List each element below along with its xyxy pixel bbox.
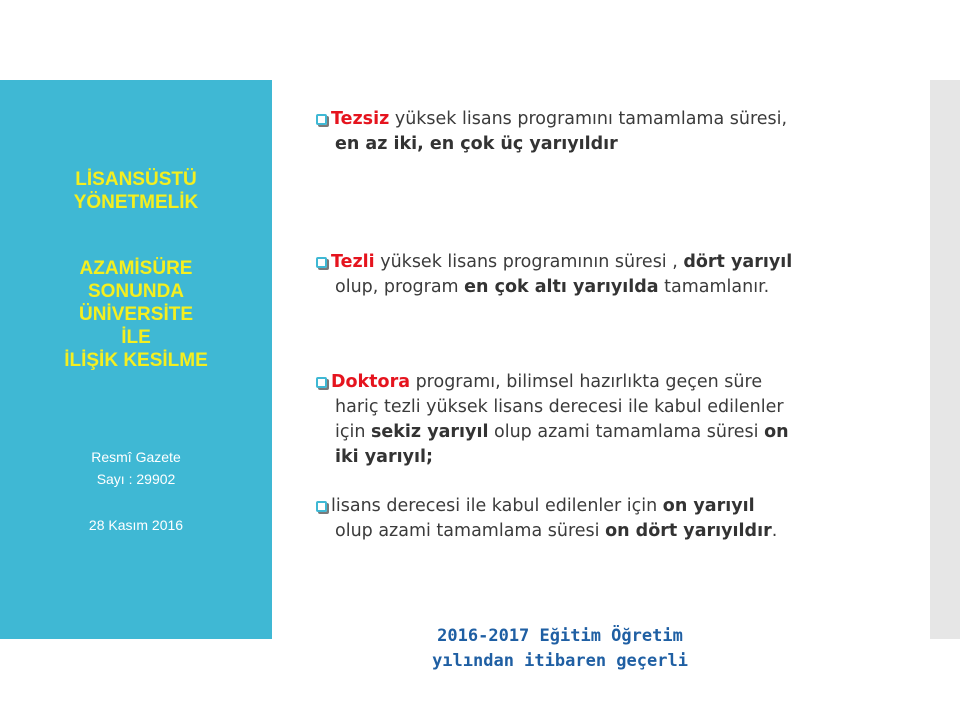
bullet-emphasis: on [764, 422, 789, 442]
keyword-doktora: Doktora [331, 372, 411, 392]
bullet-emphasis: en çok altı yarıyılda [464, 277, 659, 297]
checkbox-bullet-icon [316, 501, 327, 512]
gazette-date-block [0, 514, 272, 536]
title-line: İLİŞİK KESİLME [64, 350, 208, 371]
validity-note [360, 624, 760, 674]
bullet-text: olup azami tamamlama süresi [488, 422, 765, 442]
checkbox-bullet-icon [316, 114, 327, 125]
title-line: İLE [121, 327, 151, 348]
title-line: SONUNDA [87, 281, 185, 302]
title-line: ÜNİVERSİTE [78, 304, 194, 325]
bullet-emphasis: on dört yarıyıldır [605, 521, 772, 541]
gazette-name: Resmî Gazete [91, 449, 181, 465]
gazette-issue: Sayı : 29902 [96, 471, 176, 487]
keyword-tezli: Tezli [331, 252, 375, 272]
bullet-lisans [316, 494, 886, 544]
validity-line: 2016-2017 Eğitim Öğretim [437, 626, 683, 646]
bullet-emphasis: iki yarıyıl; [335, 447, 433, 467]
bullet-tezsiz [316, 107, 886, 157]
title-line: LİSANSÜSTÜ [75, 169, 197, 190]
bullet-emphasis: sekiz yarıyıl [371, 422, 489, 442]
checkbox-bullet-icon [316, 257, 327, 268]
validity-line: yılından itibaren geçerli [432, 651, 688, 671]
bullet-tezli [316, 250, 886, 300]
title-line: YÖNETMELİK [73, 192, 199, 213]
bullet-text: olup azami tamamlama süresi [335, 521, 606, 541]
right-accent-bar [930, 80, 960, 639]
bullet-text: olup, program [335, 277, 465, 297]
keyword-tezsiz: Tezsiz [331, 109, 390, 129]
bullet-text: hariç tezli yüksek lisans derecesi ile kabul edilenler [335, 397, 784, 417]
bullet-emphasis: on yarıyıl [662, 496, 755, 516]
bullet-text: . [771, 521, 778, 541]
bullet-emphasis: dört yarıyıl [683, 252, 793, 272]
bullet-doktora [316, 370, 886, 470]
sidebar-title [0, 168, 272, 214]
checkbox-bullet-icon [316, 377, 327, 388]
bullet-emphasis: en az iki, en çok üç yarıyıldır [335, 134, 618, 154]
gazette-info [0, 446, 272, 490]
bullet-text: yüksek lisans programını tamamlama süresi, [389, 109, 788, 129]
bullet-text: için [335, 422, 371, 442]
sidebar-subtitle [0, 257, 272, 372]
bullet-text: yüksek lisans programının süresi , [374, 252, 684, 272]
bullet-text: programı, bilimsel hazırlıkta geçen süre [410, 372, 763, 392]
bullet-text: tamamlanır. [658, 277, 770, 297]
gazette-date: 28 Kasım 2016 [88, 517, 184, 533]
bullet-text: lisans derecesi ile kabul edilenler için [331, 496, 663, 516]
title-line: AZAMİSÜRE [79, 258, 193, 279]
